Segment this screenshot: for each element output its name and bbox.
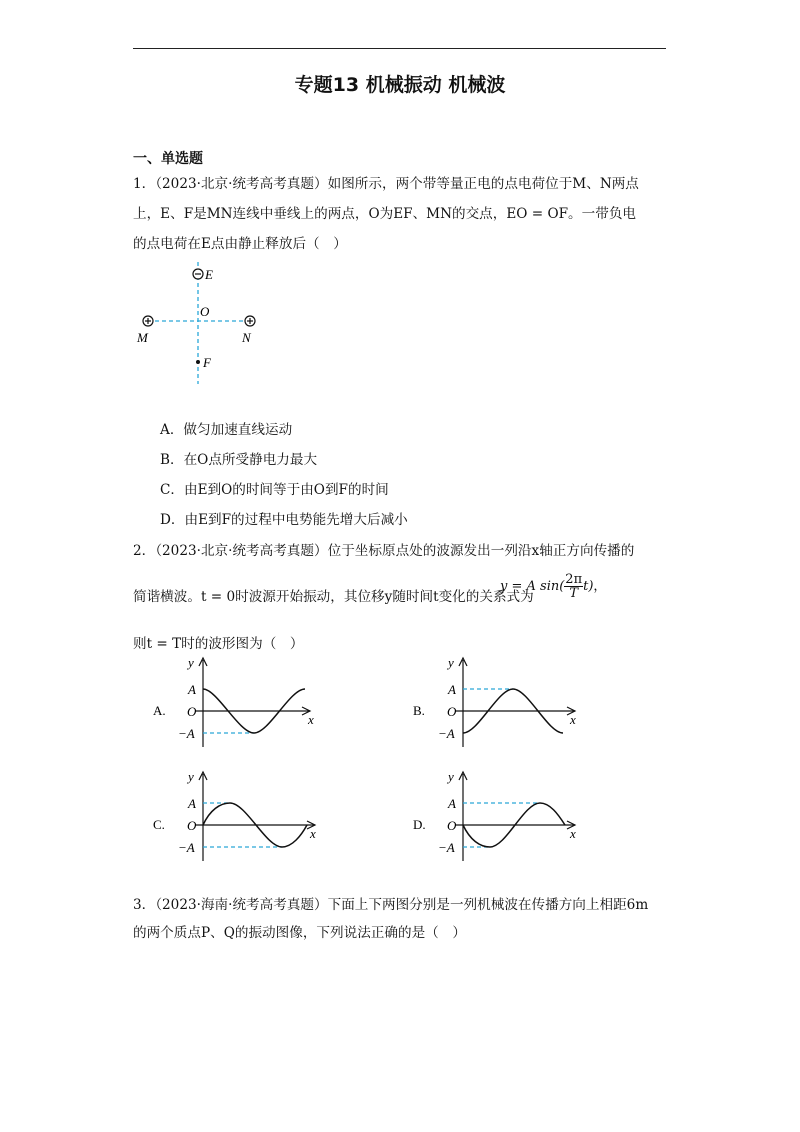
graph-c-option: C. <box>153 817 165 832</box>
positive-charge-m-icon <box>143 316 153 326</box>
positive-charge-n-icon <box>245 316 255 326</box>
formula-rhs: t) <box>583 579 594 594</box>
formula-denominator: T <box>569 586 579 601</box>
graph-b <box>410 652 590 752</box>
graph-d-x-label: x <box>570 826 576 841</box>
graph-b-option: B. <box>413 703 425 718</box>
graph-b-a-label: A <box>448 682 456 697</box>
label-f: F <box>203 355 211 370</box>
graph-d-nega-label: −A <box>438 840 455 855</box>
q1-line-2: 上，E、F是MN连线中垂线上的两点，O为EF、MN的交点，EO = OF。一带负电 <box>133 206 637 222</box>
graph-c-x-label: x <box>310 826 316 841</box>
formula-fraction <box>564 573 583 600</box>
graph-c-a-label: A <box>188 796 196 811</box>
q2-line-2: 简谐横波。t = 0时波源开始振动，其位移y随时间t变化的关系式为 <box>133 589 534 605</box>
graph-d-y-label: y <box>448 769 454 784</box>
graph-a-o-label: O <box>187 704 197 719</box>
graph-c-nega-label: −A <box>178 840 195 855</box>
graph-d <box>410 766 590 866</box>
graph-d-o-label: O <box>447 818 457 833</box>
label-n: N <box>242 330 251 345</box>
graph-a-y-label: y <box>188 655 194 670</box>
label-o: O <box>200 304 210 319</box>
section-heading: 一、单选题 <box>133 151 203 167</box>
q1-line-1: 1．（2023·北京·统考高考真题）如图所示，两个带等量正电的点电荷位于M、N两点 <box>133 176 639 192</box>
graph-a-option: A. <box>153 703 166 718</box>
negative-charge-icon <box>193 269 203 279</box>
q2-line-1: 2．（2023·北京·统考高考真题）位于坐标原点处的波源发出一列沿x轴正方向传播的 <box>133 543 635 559</box>
q1-line-3: 的点电荷在E点由静止释放后（ ） <box>133 236 347 252</box>
formula-tail: ， <box>593 579 607 594</box>
graph-c-y-label: y <box>188 769 194 784</box>
formula-lhs: y = A sin( <box>500 579 565 594</box>
graph-b-nega-label: −A <box>438 726 455 741</box>
q2-line-3: 则t = T时的波形图为（ ） <box>133 636 304 652</box>
graph-b-y-label: y <box>448 655 454 670</box>
graph-b-o-label: O <box>447 704 457 719</box>
q3-line-2: 的两个质点P、Q的振动图像，下列说法正确的是（ ） <box>133 925 466 941</box>
graph-c-o-label: O <box>187 818 197 833</box>
graph-b-x-label: x <box>570 712 576 727</box>
page-title: 专题13 机械振动 机械波 <box>294 74 506 96</box>
q1-option-d: D．由E到F的过程中电势能先增大后减小 <box>160 512 408 528</box>
header-rule <box>133 48 666 49</box>
graph-d-option: D. <box>413 817 426 832</box>
label-e: E <box>205 267 213 282</box>
point-f <box>196 360 200 364</box>
q1-option-a: A．做匀加速直线运动 <box>160 422 293 438</box>
q2-formula <box>500 573 606 600</box>
q1-figure <box>133 262 273 387</box>
label-m: M <box>137 330 148 345</box>
graph-a-x-label: x <box>308 712 314 727</box>
graph-a <box>150 652 330 752</box>
graph-a-nega-label: −A <box>178 726 195 741</box>
graph-a-a-label: A <box>188 682 196 697</box>
q1-option-c: C．由E到O的时间等于由O到F的时间 <box>160 482 389 498</box>
q1-option-b: B．在O点所受静电力最大 <box>160 452 318 468</box>
graph-c <box>150 766 330 866</box>
graph-d-a-label: A <box>448 796 456 811</box>
q3-line-1: 3．（2023·海南·统考高考真题）下面上下两图分别是一列机械波在传播方向上相距6m <box>133 897 649 913</box>
formula-numerator: 2π <box>565 572 583 587</box>
